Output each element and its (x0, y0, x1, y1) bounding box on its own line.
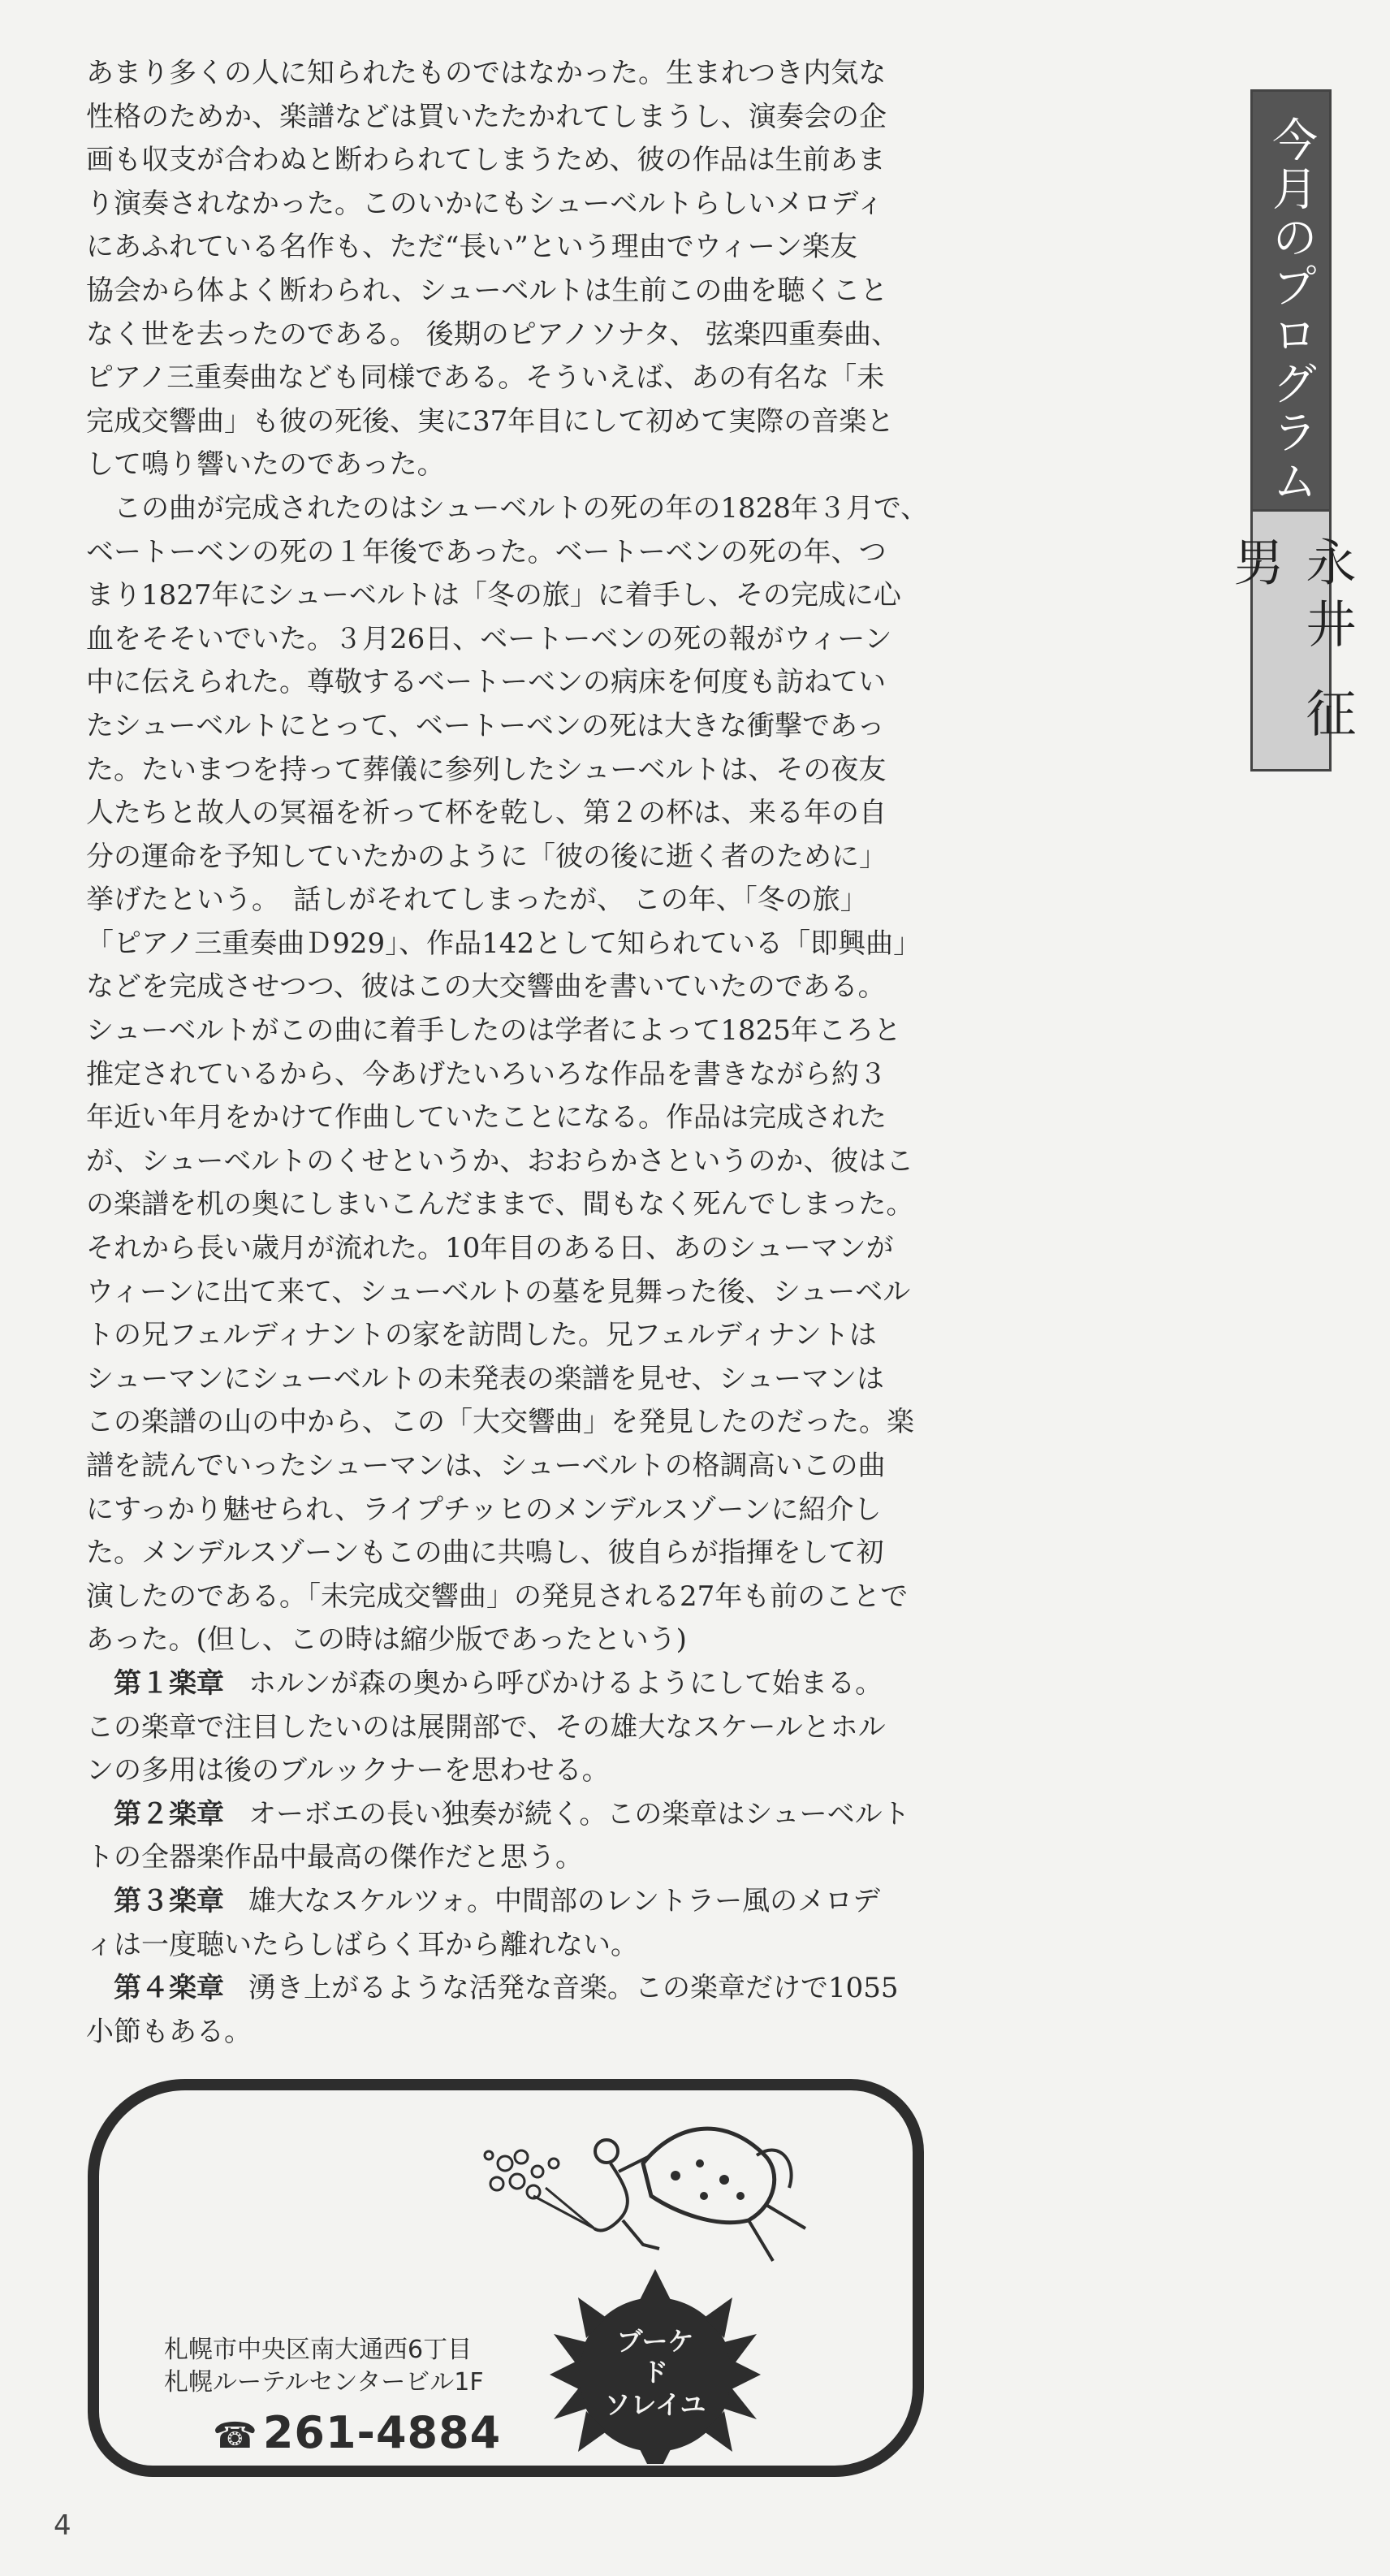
movement-heading: 第３楽章 (114, 1884, 224, 1917)
movement-text: トの全器楽作品中最高の傑作だと思う。 (86, 1841, 583, 1874)
movement-text: この楽章で注目したいのは展開部で、その雄大なスケールとホル (86, 1710, 886, 1744)
article-line: 性格のためか、楽譜などは買いたたかれてしまうし、演奏会の企 (86, 100, 887, 133)
article-line: シューベルトがこの曲に着手したのは学者によって1825年ころと (86, 1014, 901, 1048)
article-line: た。メンデルスゾーンもこの曲に共鳴し、彼自らが指揮をして初 (86, 1537, 884, 1570)
section-title-box (1250, 89, 1332, 512)
article-lines (86, 52, 930, 1662)
article-line: 完成交響曲」も彼の死後、実に37年目にして初めて実際の音楽と (86, 404, 895, 438)
article-line: が、シューベルトのくせというか、おおらかさというのか、彼はこ (86, 1144, 914, 1178)
article-line: 「ピアノ三重奏曲Ｄ929」、作品142として知られている「即興曲」 (86, 927, 922, 960)
article-line: 推定されているから、今あげたいろいろな作品を書きながら約３ (86, 1057, 887, 1091)
article-line: 血をそそいでいた。３月26日、ベートーベンの死の報がウィーン (86, 622, 892, 655)
article-line: 人たちと故人の冥福を祈って杯を乾し、第２の杯は、来る年の自 (86, 797, 887, 830)
article-line: 年近い年月をかけて作曲していたことになる。作品は完成された (86, 1101, 887, 1135)
article-line: あった。(但し、この時は縮少版であったという) (86, 1623, 687, 1657)
article-body (86, 52, 930, 2054)
article-line: などを完成させつつ、彼はこの大交響曲を書いていたのである。 (86, 970, 886, 1004)
article-line: 中に伝えられた。尊敬するベートーベンの病床を何度も訪ねてい (86, 666, 887, 699)
address-line-1: 札幌市中央区南大通西6丁目 (164, 2336, 473, 2364)
movement-text: ホルンが森の奥から呼びかけるようにして始まる。 (248, 1666, 883, 1700)
article-line: り演奏されなかった。このいかにもシューベルトらしいメロディ (86, 187, 884, 220)
article-line: この楽譜の山の中から、この「大交響曲」を発見したのだった。楽 (86, 1406, 914, 1439)
movement-line (86, 1924, 930, 1968)
article-line: 画も収支が合わぬと断わられてしまうため、彼の作品は生前あま (86, 144, 886, 177)
article-line: それから長い歳月が流れた。10年目のある日、あのシューマンが (86, 1232, 894, 1265)
movement-blocks (86, 1662, 930, 2054)
sun-fairy-illustration (456, 2107, 862, 2464)
section-title: 今月のプログラム (1265, 116, 1318, 506)
article-line: た。たいまつを持って葬儀に参列したシューベルトは、その夜友 (86, 753, 887, 786)
article-line: して鳴り響いたのであった。 (86, 448, 445, 482)
author-box (1225, 512, 1357, 772)
movement-heading: 第１楽章 (114, 1666, 224, 1700)
article-line: にすっかり魅せられ、ライプチッヒのメンデルスゾーンに紹介し (86, 1493, 882, 1526)
article-line: この曲が完成されたのはシューベルトの死の年の1828年３月で、 (86, 491, 929, 525)
article-line: 分の運命を予知していたかのように「彼の後に逝く者のために」 (86, 840, 887, 873)
movement-heading: 第４楽章 (114, 1972, 224, 2005)
address-line-2: 札幌ルーテルセンタービル1F (164, 2368, 484, 2397)
movement-line (86, 1662, 930, 1706)
article-line: なく世を去ったのである。 後期のピアノソナタ、 弦楽四重奏曲、 (86, 318, 900, 351)
logo-text-line-2: ド (641, 2357, 669, 2388)
article-line: 譜を読んでいったシューマンは、シューベルトの格調高いこの曲 (86, 1450, 886, 1482)
article-line: ベートーベンの死の１年後であった。ベートーベンの死の年、つ (86, 535, 887, 568)
page-number: 4 (54, 2509, 71, 2542)
movement-line (86, 1836, 930, 1880)
article-line: まり1827年にシューベルトは「冬の旅」に着手し、その完成に心 (86, 579, 901, 612)
movement-line (86, 1793, 930, 1837)
section-label (1225, 89, 1357, 772)
movement-text: ィは一度聴いたらしばらく耳から離れない。 (86, 1928, 638, 1961)
movement-text: オーボエの長い独奏が続く。この楽章はシューベルト (248, 1797, 910, 1830)
article-line: あまり多くの人に知られたものではなかった。生まれつき内気な (86, 57, 887, 89)
shop-address (164, 2334, 484, 2399)
article-line: ウィーンに出て来て、シューベルトの墓を見舞った後、シューベル (86, 1275, 911, 1308)
movement-text: 雄大なスケルツォ。中間部のレントラー風のメロデ (248, 1884, 881, 1917)
author-name: 永井 征男 (1225, 536, 1357, 749)
shop-phone (213, 2407, 501, 2458)
article-line: ピアノ三重奏曲なども同様である。そういえば、あの有名な「未 (86, 361, 885, 395)
movement-text: ンの多用は後のブルックナーを思わせる。 (86, 1754, 610, 1787)
article-line: シューマンにシューベルトの未発表の楽譜を見せ、シューマンは (86, 1362, 884, 1395)
shop-advertisement (88, 2079, 924, 2477)
article-line: 協会から体よく断わられ、シューベルトは生前この曲を聴くこと (86, 274, 888, 307)
article-line: トの兄フェルディナントの家を訪問した。兄フェルディナントは (86, 1319, 877, 1352)
article-line: 演したのである。「未完成交響曲」の発見される27年も前のことで (86, 1580, 909, 1613)
movement-heading: 第２楽章 (114, 1797, 224, 1830)
telephone-icon: ☎ (213, 2415, 258, 2457)
logo-text-line-1: ブーケ (616, 2326, 694, 2357)
movement-line (86, 1880, 930, 1924)
logo-text-line-3: ソレイユ (604, 2389, 706, 2420)
movement-text: 湧き上がるような活発な音楽。この楽章だけで1055 (248, 1972, 899, 2005)
movement-line (86, 2011, 930, 2055)
movement-line (86, 1967, 930, 2011)
phone-number: 261-4884 (262, 2407, 502, 2458)
movement-line (86, 1749, 930, 1793)
article-line: たシューベルトにとって、ベートーベンの死は大きな衝撃であっ (86, 709, 885, 742)
article-line: にあふれている名作も、ただ“長い”という理由でウィーン楽友 (86, 231, 858, 264)
movement-line (86, 1706, 930, 1750)
article-line: の楽譜を机の奥にしまいこんだままで、間もなく死んでしまった。 (86, 1188, 914, 1221)
article-line: 挙げたという。 話しがそれてしまったが、 この年、「冬の旅」 (86, 884, 868, 917)
movement-text: 小節もある。 (86, 2015, 252, 2048)
